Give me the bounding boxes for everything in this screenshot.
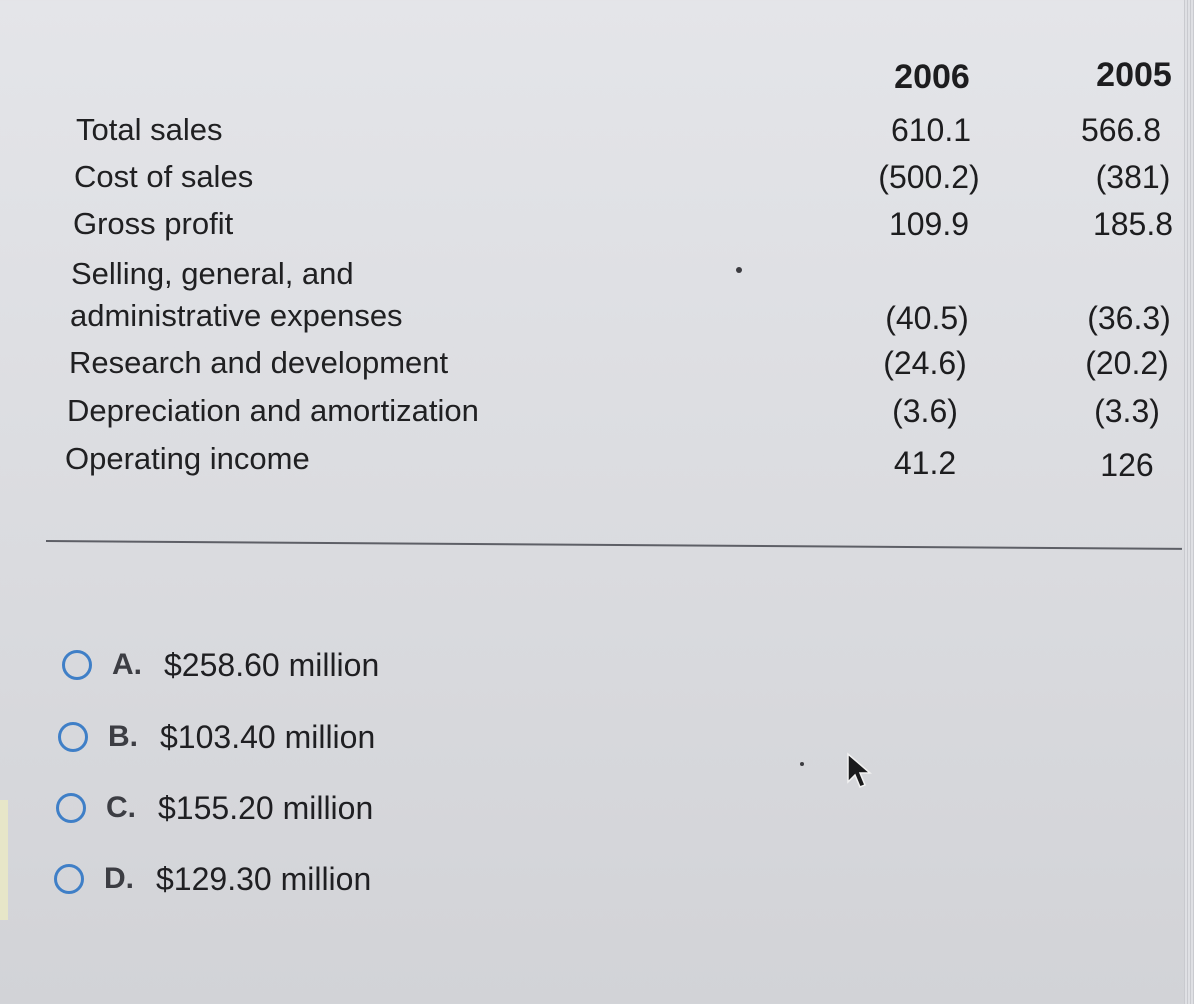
radio-button[interactable] [54, 864, 84, 894]
choice-b[interactable] [58, 712, 375, 762]
answer-choices [0, 640, 600, 920]
choice-text: $129.30 million [156, 860, 372, 897]
row-value-2006: (24.6) [883, 345, 967, 381]
choice-c[interactable] [56, 783, 373, 833]
row-value-2005: 185.8 [1092, 206, 1174, 242]
table-row [0, 437, 1194, 481]
row-value-2006: (40.5) [885, 300, 969, 336]
section-divider [46, 540, 1182, 550]
table-row [0, 389, 1194, 433]
row-value-2005: (3.3) [1094, 393, 1160, 429]
row-label: Selling, general, and [71, 256, 354, 291]
choice-d[interactable] [54, 854, 371, 904]
column-header-2005: 2005 [1096, 56, 1172, 94]
choice-text: $155.20 million [158, 789, 374, 826]
row-label: Cost of sales [74, 159, 254, 194]
radio-button[interactable] [58, 722, 88, 752]
choice-letter: C. [106, 791, 136, 824]
choice-letter: A. [112, 648, 142, 681]
row-value-2005: (20.2) [1085, 345, 1169, 381]
row-value-2006: 610.1 [890, 112, 972, 148]
table-row [0, 252, 1194, 344]
dust-speck [800, 762, 804, 766]
row-value-2006: (500.2) [878, 159, 980, 195]
row-value-2005: 566.8 [1080, 112, 1162, 148]
table-row [0, 202, 1194, 246]
row-value-2005: 126 [1100, 447, 1154, 483]
row-label: Total sales [76, 112, 223, 147]
row-value-2006: (3.6) [892, 393, 958, 429]
row-value-2006: 109.9 [888, 206, 970, 242]
column-header-2006: 2006 [894, 58, 970, 96]
row-label: Operating income [65, 441, 310, 476]
table-row [0, 108, 1194, 152]
choice-text: $103.40 million [160, 718, 376, 755]
choice-letter: B. [108, 720, 138, 753]
row-value-2005: (36.3) [1087, 300, 1171, 336]
radio-button[interactable] [56, 793, 86, 823]
choice-letter: D. [104, 862, 134, 895]
table-row [0, 341, 1194, 385]
radio-button[interactable] [62, 650, 92, 680]
mouse-pointer-icon [846, 752, 876, 792]
row-value-2006: 41.2 [893, 445, 957, 481]
choice-a[interactable] [62, 640, 379, 690]
choice-text: $258.60 million [164, 646, 380, 683]
row-label: Depreciation and amortization [67, 393, 479, 428]
dust-speck [736, 267, 742, 273]
table-row [0, 155, 1194, 199]
row-label-continued: administrative expenses [70, 298, 403, 333]
row-label: Gross profit [73, 206, 234, 241]
row-label: Research and development [69, 345, 449, 380]
row-value-2005: (381) [1095, 159, 1171, 195]
